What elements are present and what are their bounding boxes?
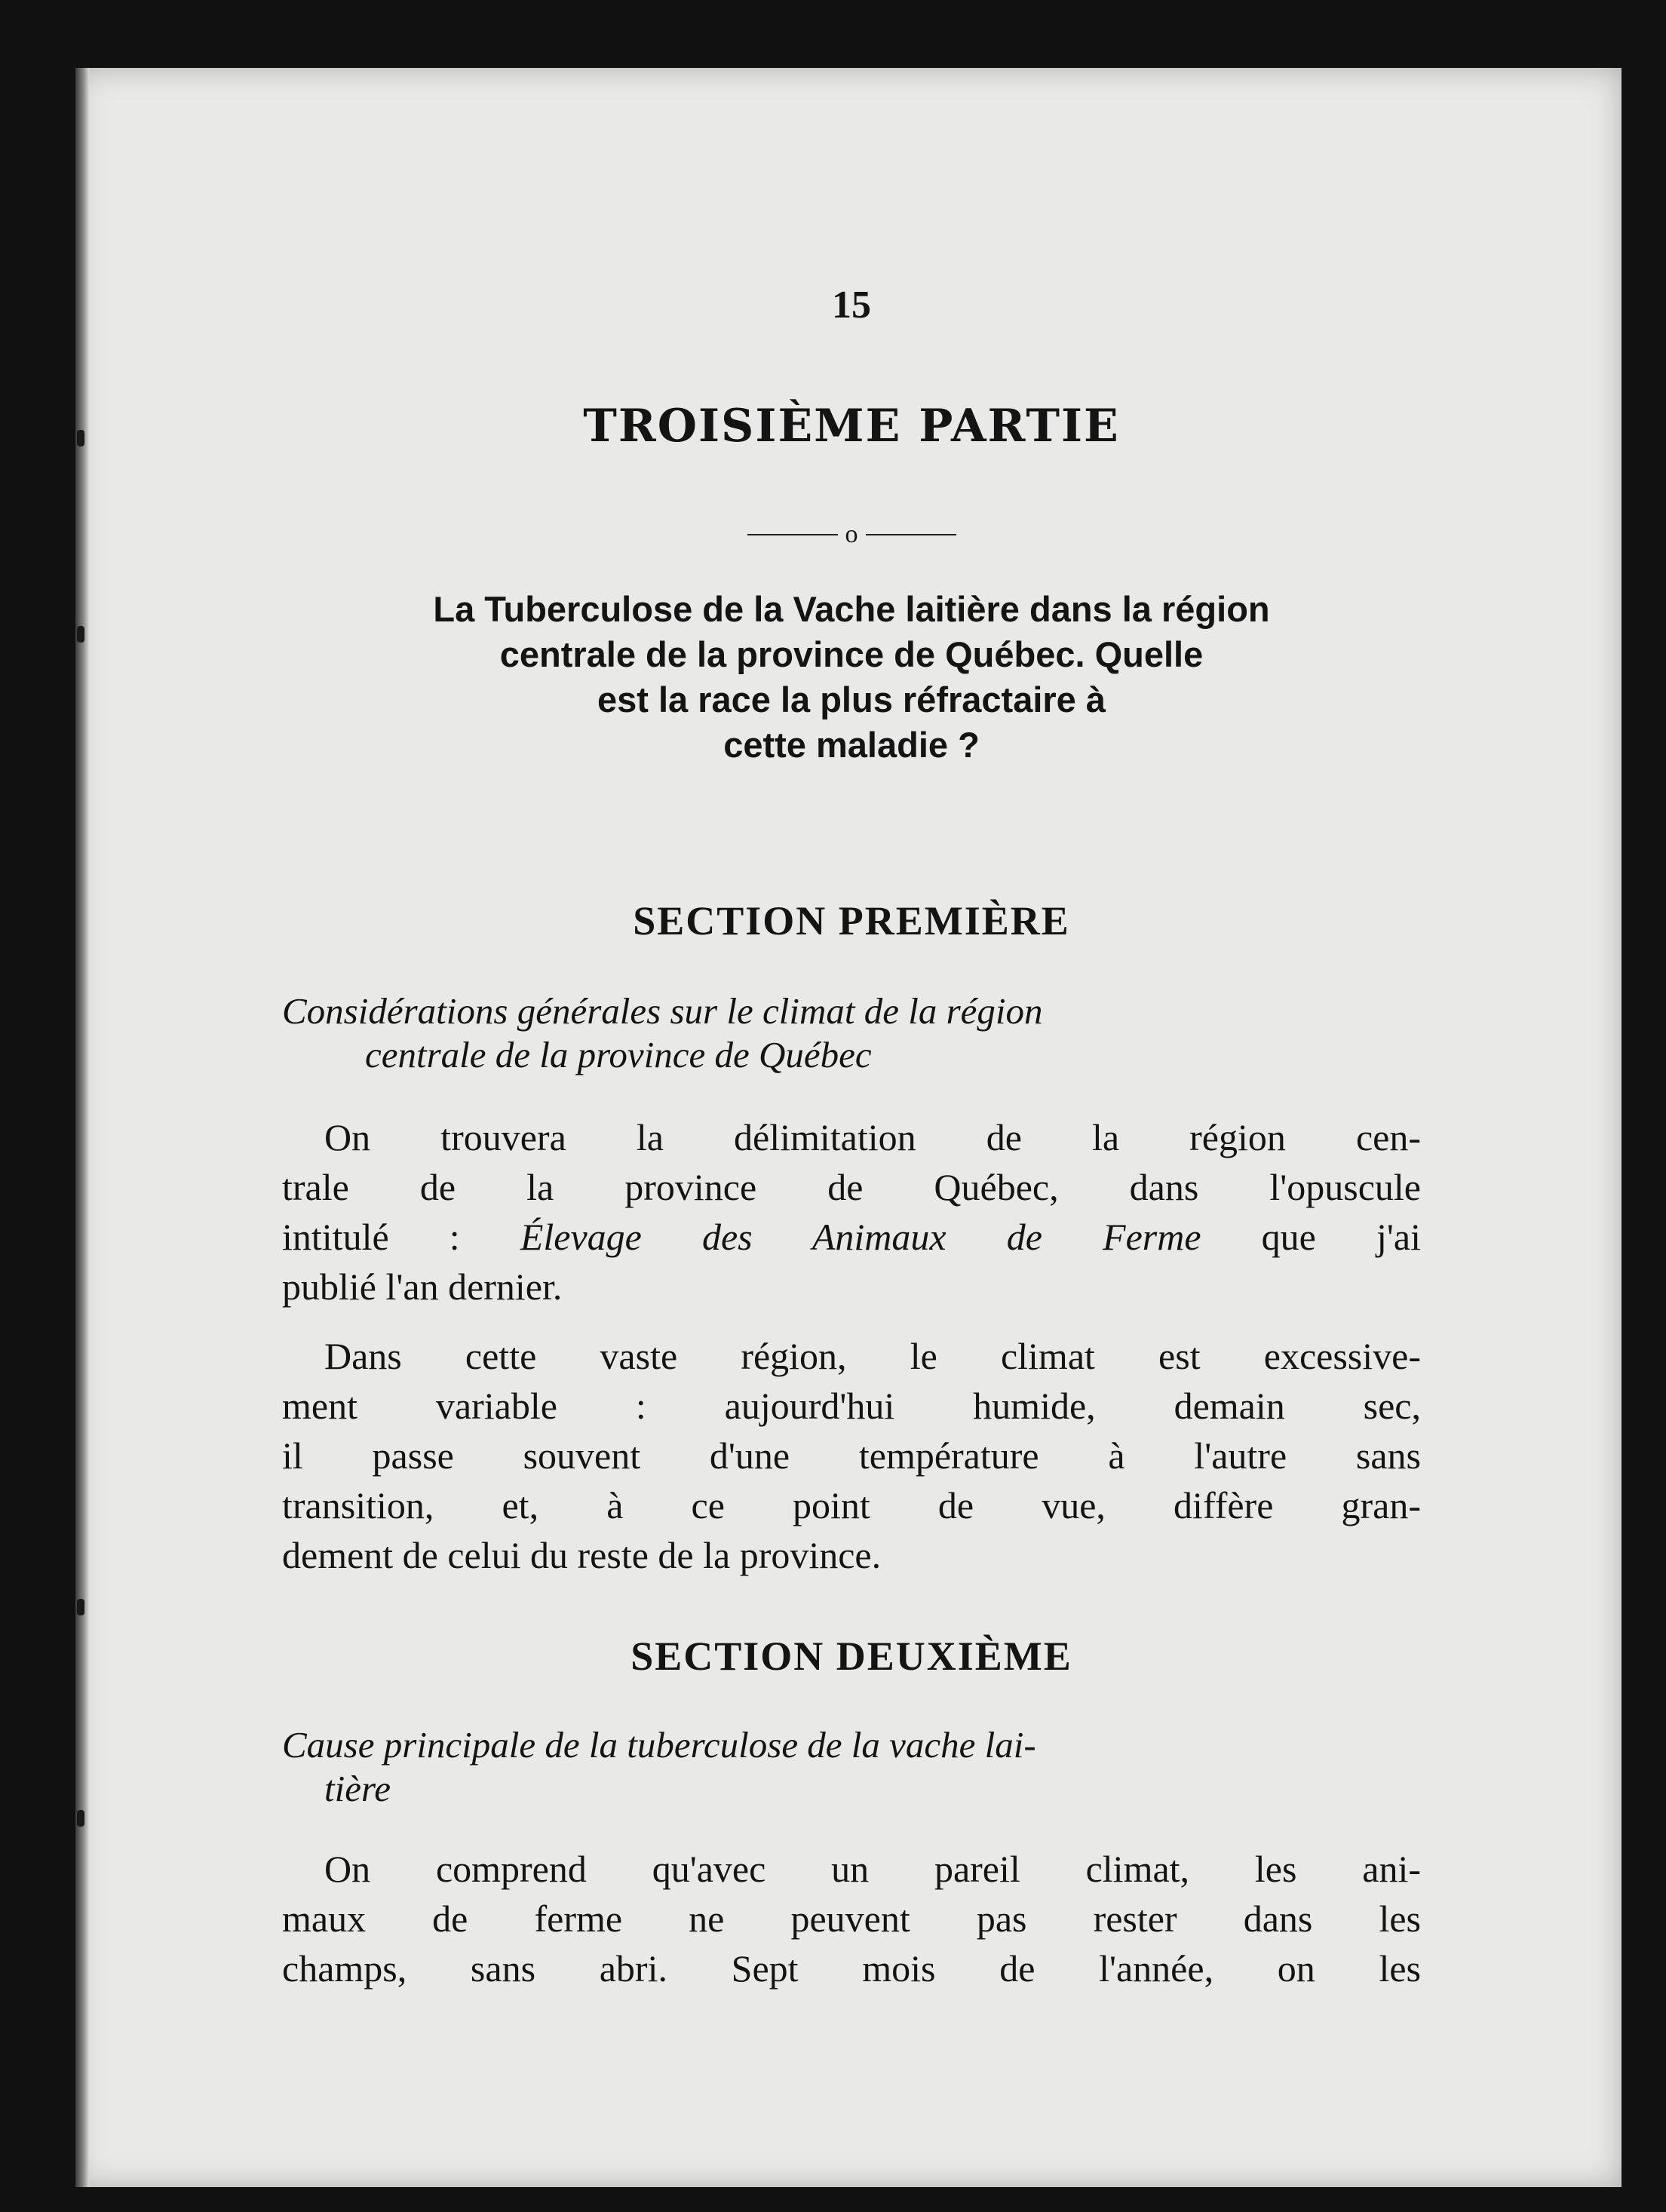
text-line: champs, sans abri. Sept mois de l'année, on les bbox=[282, 1947, 1421, 1990]
question-line: centrale de la province de Québec. Quelle bbox=[499, 634, 1204, 674]
divider-rule bbox=[747, 534, 838, 535]
text-fragment: intitulé : bbox=[282, 1216, 520, 1258]
text-line: maux de ferme ne peuvent pas rester dans les bbox=[282, 1898, 1421, 1940]
subtitle-line: tière bbox=[324, 1768, 391, 1809]
text-line: On trouvera la délimitation de la région cen- bbox=[324, 1116, 1421, 1158]
page-binding-edge bbox=[75, 68, 89, 2187]
section-subtitle-1 bbox=[282, 989, 1421, 1077]
binding-mark bbox=[77, 1599, 84, 1615]
question-line: La Tuberculose de la Vache laitière dans la région bbox=[433, 589, 1270, 629]
ornament-divider bbox=[282, 520, 1421, 548]
chapter-question bbox=[282, 587, 1421, 768]
text-line: trale de la province de Québec, dans l'opuscule bbox=[282, 1166, 1421, 1208]
paragraph-delimitation bbox=[282, 1112, 1421, 1312]
text-line: transition, et, à ce point de vue, diffère gran- bbox=[282, 1484, 1421, 1526]
subtitle-line: centrale de la province de Québec bbox=[365, 1034, 872, 1075]
subtitle-line: Considérations générales sur le climat de la région bbox=[282, 990, 1043, 1032]
binding-mark bbox=[77, 430, 84, 446]
binding-mark bbox=[77, 1810, 84, 1827]
question-line: cette maladie ? bbox=[723, 725, 980, 765]
paragraph-climate bbox=[282, 1331, 1421, 1580]
text-line: ment variable : aujourd'hui humide, demain sec, bbox=[282, 1385, 1421, 1427]
text-line bbox=[282, 1212, 1421, 1262]
part-title: TROISIÈME PARTIE bbox=[583, 400, 1120, 453]
section-subtitle-2 bbox=[282, 1723, 1421, 1811]
paragraph-cause bbox=[282, 1844, 1421, 1993]
text-line: publié l'an dernier. bbox=[282, 1266, 563, 1308]
subtitle-line: Cause principale de la tuberculose de la vache lai- bbox=[282, 1724, 1036, 1766]
question-line: est la race la plus réfractaire à bbox=[597, 680, 1106, 719]
section-heading-1: SECTION PREMIÈRE bbox=[633, 898, 1070, 943]
divider-circle: o bbox=[845, 520, 858, 549]
binding-mark bbox=[77, 626, 84, 643]
book-title-italic: Élevage des Animaux de Ferme bbox=[520, 1216, 1201, 1258]
divider-rule bbox=[866, 534, 956, 535]
text-line: On comprend qu'avec un pareil climat, les ani- bbox=[324, 1848, 1421, 1890]
text-fragment: que j'ai bbox=[1201, 1216, 1421, 1258]
text-line: dement de celui du reste de la province. bbox=[282, 1534, 882, 1576]
text-line: Dans cette vaste région, le climat est excessive- bbox=[324, 1335, 1421, 1377]
text-line: il passe souvent d'une température à l'autre sans bbox=[282, 1434, 1421, 1477]
page-number: 15 bbox=[832, 284, 871, 327]
section-heading-2: SECTION DEUXIÈME bbox=[631, 1634, 1072, 1679]
book-page bbox=[75, 68, 1622, 2187]
